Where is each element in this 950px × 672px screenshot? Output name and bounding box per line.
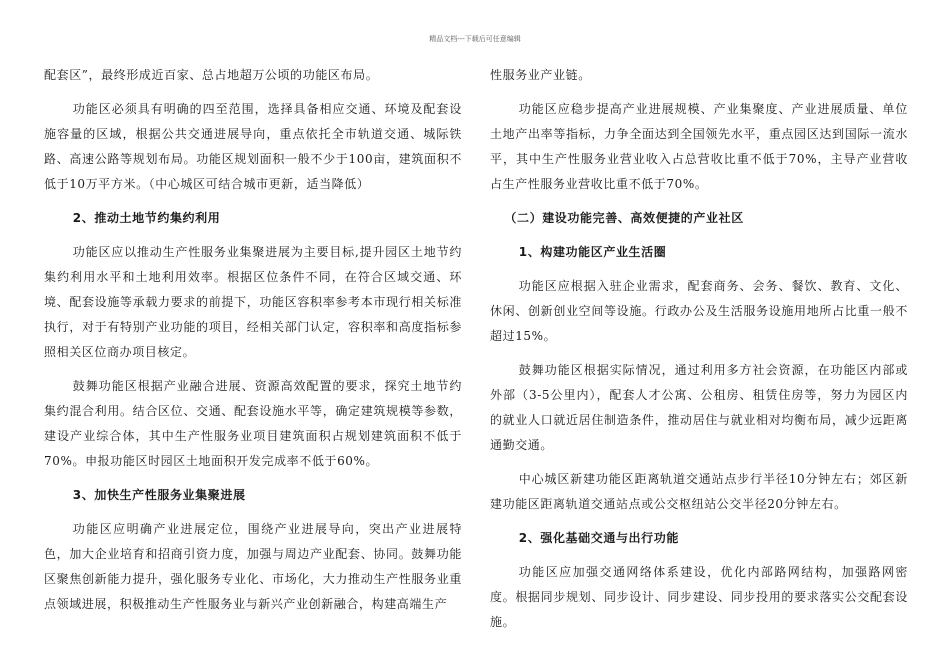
paragraph: 功能区应加强交通网络体系建设，优化内部路网结构，加强路网密度。根据同步规划、同步设计、同步建设、同步投用的要求落实公交配套设施。 [490, 565, 908, 629]
chapter-heading: （二）建设功能完善、高效便捷的产业社区 [504, 211, 744, 225]
paragraph: 鼓舞功能区根据产业融合进展、资源高效配置的要求，探究土地节约集约混合利用。结合区位、交通、配套设施水平等，确定建筑规模等参数，建设产业综合体，其中生产性服务业项目建筑面积占规划建筑面积不低于70%。申报功能区时园区土地面积开发完成率不低于60%。 [44, 379, 462, 468]
right-column [490, 63, 908, 644]
paragraph: 配套区”，最终形成近百家、总占地超万公顷的功能区布局。 [44, 68, 379, 82]
paragraph: 功能区应以推动生产性服务业集聚进展为主要目标,提升园区土地节约集约利用水平和土地利用效率。根据区位条件不同，在符合区域交通、环境、配套设施等承载力要求的前提下，功能区容积率参考本市现行相关标准执行，对于有特别产业功能的项目，经相关部门认定，容积率和高度指标参照相关区位商办项目核定。 [44, 245, 462, 359]
left-column [44, 63, 462, 626]
paragraph: 性服务业产业链。 [490, 68, 591, 82]
paragraph: 鼓舞功能区根据实际情况，通过利用多方社会资源，在功能区内部或外部（3-5公里内），配套人才公寓、公租房、租赁住房等，努力为园区内的就业人口就近居住制造条件，推动居住与就业相对均衡布局，减少远距离通勤交通。 [490, 363, 908, 452]
paragraph: 中心城区新建功能区距离轨道交通站点步行半径10分钟左右；郊区新建功能区距离轨道交通站点或公交枢纽站公交半径20分钟左右。 [490, 472, 908, 511]
section-heading: 2、推动土地节约集约利用 [72, 211, 221, 225]
paragraph: 功能区应明确产业进展定位，围绕产业进展导向，突出产业进展特色，加大企业培育和招商引资力度，加强与周边产业配套、协同。鼓舞功能区聚焦创新能力提升，强化服务专业化、市场化，大力推动生产性服务业重点领域进展，积极推动生产性服务业与新兴产业创新融合，构建高端生产 [44, 522, 462, 611]
paragraph: 功能区应根据入驻企业需求，配套商务、会务、餐饮、教育、文化、休闲、创新创业空间等设施。行政办公及生活服务设施用地所占比重一般不超过15%。 [490, 279, 908, 343]
section-heading: 3、加快生产性服务业集聚进展 [72, 488, 246, 502]
paragraph: 功能区必须具有明确的四至范围，选择具备相应交通、环境及配套设施容量的区域，根据公共交通进展导向，重点依托全市轨道交通、城际铁路、高速公路等规划布局。功能区规划面积一般不少于100亩，建筑面积不低于10万平方米。（中心城区可结合城市更新，适当降低） [44, 102, 462, 191]
section-heading: 2、强化基础交通与出行功能 [518, 531, 679, 545]
paragraph: 功能区应稳步提高产业进展规模、产业集聚度、产业进展质量、单位土地产出率等指标，力争全面达到全国领先水平，重点园区达到国际一流水平，其中生产性服务业营业收入占总营收比重不低于70%，主导产业营收占生产性服务业营收比重不低于70%。 [490, 102, 908, 191]
section-heading: 1、构建功能区产业生活圈 [518, 245, 667, 259]
page-header: 精品文档---下载后可任意编辑 [429, 35, 521, 43]
